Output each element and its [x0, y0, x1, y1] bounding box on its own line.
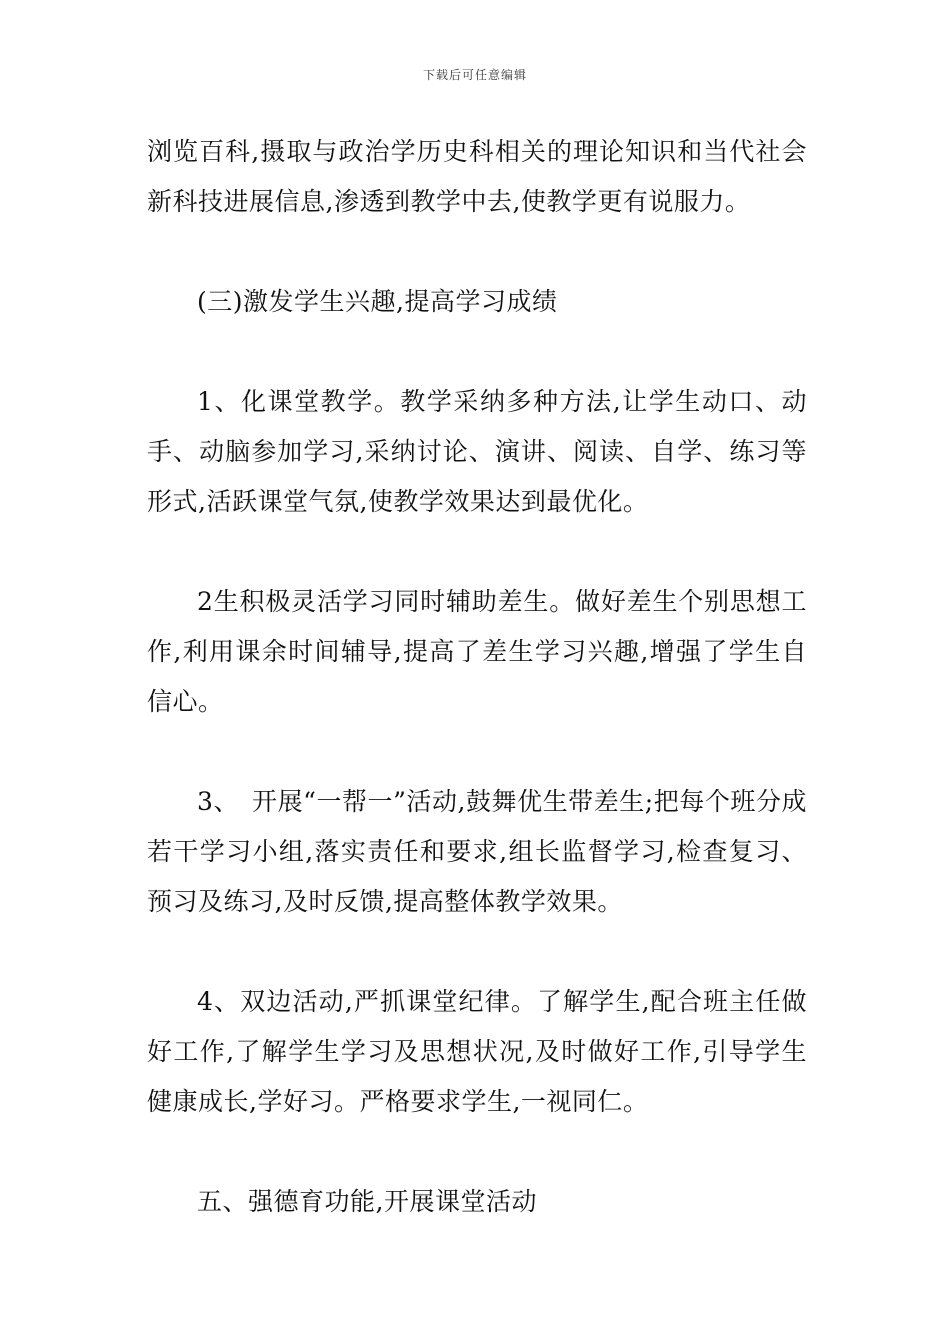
- paragraph-intro: 浏览百科,摄取与政治学历史科相关的理论知识和当代社会新科技进展信息,渗透到教学中去,使教学更有说服力。: [147, 137, 807, 216]
- paragraph-item-1: 1、化课堂教学。教学采纳多种方法,让学生动口、动手、动脑参加学习,采纳讨论、演讲、阅读、自学、练习等形式,活跃课堂气氛,使教学效果达到最优化。: [147, 387, 807, 516]
- paragraph-gap: [147, 327, 807, 377]
- paragraph-item-2: 2生积极灵活学习同时辅助差生。做好差生个别思想工作,利用课余时间辅导,提高了差生学习兴趣,增强了学生自信心。: [147, 587, 807, 716]
- document-body: [147, 127, 807, 1227]
- section-heading-3: (三)激发学生兴趣,提高学习成绩: [197, 287, 558, 316]
- paragraph-gap: [147, 1127, 807, 1177]
- paragraph-gap: [147, 927, 807, 977]
- paragraph-item-3: 3、 开展“一帮一”活动,鼓舞优生带差生;把每个班分成若干学习小组,落实责任和要求,组长监督学习,检查复习、预习及练习,及时反馈,提高整体教学效果。: [147, 787, 807, 916]
- paragraph-item-4: 4、双边活动,严抓课堂纪律。了解学生,配合班主任做好工作,了解学生学习及思想状况,及时做好工作,引导学生健康成长,学好习。严格要求学生,一视同仁。: [147, 987, 807, 1116]
- section-heading-5: 五、强德育功能,开展课堂活动: [197, 1187, 537, 1216]
- paragraph-gap: [147, 727, 807, 777]
- paragraph-gap: [147, 527, 807, 577]
- paragraph-gap: [147, 227, 807, 277]
- page-header: 下载后可任意编辑: [422, 68, 527, 82]
